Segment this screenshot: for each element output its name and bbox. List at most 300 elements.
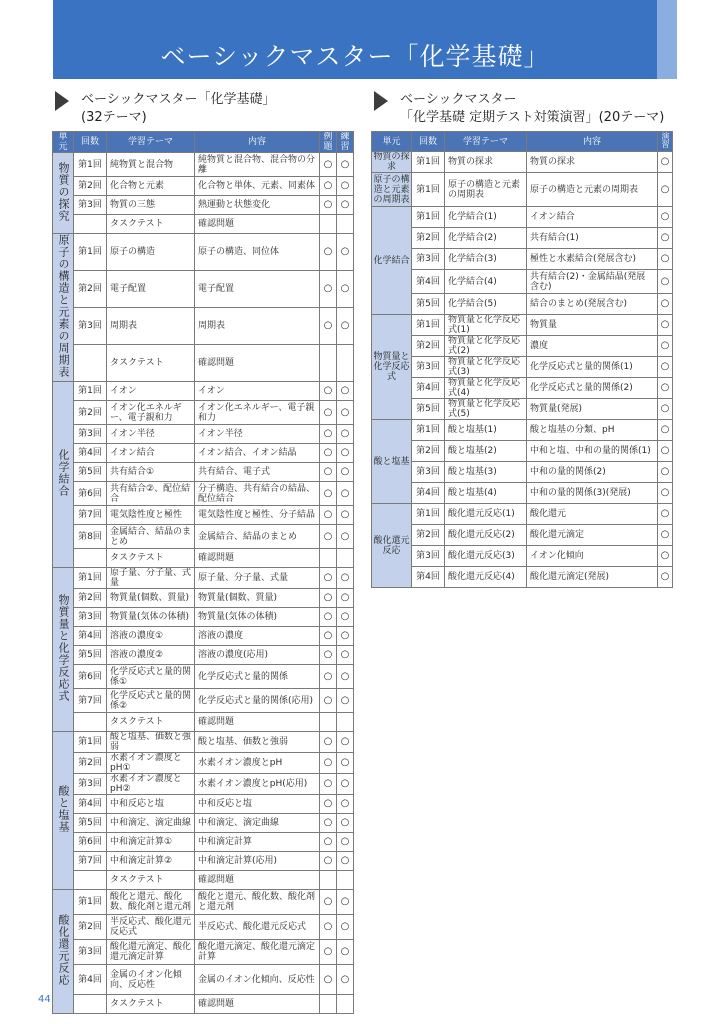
lesson-content: 確認問題 <box>195 549 320 568</box>
practice-mark: ○ <box>337 965 354 995</box>
lesson-theme: 溶液の濃度② <box>107 646 195 665</box>
practice-mark: ○ <box>337 271 354 308</box>
example-mark: ○ <box>320 814 337 833</box>
lesson-content: 半反応式、酸化還元反応式 <box>195 915 320 940</box>
unit-cell <box>53 382 74 568</box>
unit-label: 化学結合 <box>373 255 410 266</box>
unit-cell <box>372 152 412 173</box>
practice-mark: ○ <box>337 463 354 482</box>
lesson-content: 熱運動と状態変化 <box>195 196 320 215</box>
page-title: ベーシックマスター「化学基礎」 <box>160 42 550 71</box>
lesson-theme: 酸と塩基、価数と強弱 <box>107 732 195 753</box>
right-section-heading <box>374 88 694 128</box>
practice-mark: ○ <box>337 732 354 753</box>
col-header-unit: 単元 <box>372 132 412 152</box>
table-row <box>372 399 673 420</box>
lesson-number: 第1回 <box>74 732 107 753</box>
lesson-theme: 化学結合(2) <box>445 228 527 249</box>
lesson-number: 第2回 <box>74 271 107 308</box>
example-mark: ○ <box>320 833 337 852</box>
lesson-content: 共有結合(1) <box>527 228 658 249</box>
example-mark: ○ <box>320 965 337 995</box>
table-row <box>53 915 354 940</box>
exercise-mark: ○ <box>658 420 673 441</box>
example-mark: ○ <box>320 482 337 506</box>
lesson-content: 中和の量的関係(2) <box>527 462 658 483</box>
lesson-number: 第5回 <box>412 399 445 420</box>
example-mark: ○ <box>320 940 337 965</box>
example-mark: ○ <box>320 608 337 627</box>
practice-mark: ○ <box>337 506 354 525</box>
lesson-number: 第3回 <box>74 196 107 215</box>
lesson-theme: 純物質と混合物 <box>107 153 195 177</box>
lesson-content: イオン <box>195 382 320 401</box>
table-row <box>372 483 673 504</box>
lesson-content: 原子の構造、同位体 <box>195 234 320 271</box>
lesson-content: 共有結合(2)・金属結晶(発展含む) <box>527 270 658 294</box>
lesson-theme: 溶液の濃度① <box>107 627 195 646</box>
lesson-theme: 金属のイオン化傾向、反応性 <box>107 965 195 995</box>
lesson-number: 第6回 <box>74 833 107 852</box>
exercise-mark: ○ <box>658 567 673 588</box>
lesson-content: 酸化還元滴定(発展) <box>527 567 658 588</box>
practice-mark: ○ <box>337 814 354 833</box>
lesson-theme: 酸化還元滴定、酸化還元滴定計算 <box>107 940 195 965</box>
lesson-theme: タスクテスト <box>107 713 195 732</box>
lesson-content: 酸化還元滴定、酸化還元滴定計算 <box>195 940 320 965</box>
table-row <box>53 568 354 589</box>
lesson-theme: 電子配置 <box>107 271 195 308</box>
table-row <box>53 995 354 1014</box>
lesson-number: 第1回 <box>74 382 107 401</box>
example-mark: ○ <box>320 425 337 444</box>
lesson-number <box>74 215 107 234</box>
table-row <box>372 270 673 294</box>
exercise-mark: ○ <box>658 270 673 294</box>
example-mark <box>320 215 337 234</box>
practice-mark: ○ <box>337 401 354 425</box>
lesson-theme: 水素イオン濃度とpH② <box>107 774 195 795</box>
lesson-theme: 酸化と還元、酸化数、酸化剤と還元剤 <box>107 890 195 915</box>
table-row <box>53 753 354 774</box>
triangle-arrow-icon <box>55 91 69 111</box>
exercise-mark: ○ <box>658 336 673 357</box>
table-row <box>53 382 354 401</box>
table-row <box>53 153 354 177</box>
unit-cell <box>372 207 412 315</box>
lesson-content: イオン結合、イオン結晶 <box>195 444 320 463</box>
example-mark: ○ <box>320 444 337 463</box>
table-row <box>53 308 354 345</box>
lesson-number: 第1回 <box>412 315 445 336</box>
lesson-number: 第6回 <box>74 665 107 689</box>
lesson-theme: イオン <box>107 382 195 401</box>
lesson-theme: 物質量と化学反応式(3) <box>445 357 527 378</box>
lesson-content: 金属のイオン化傾向、反応性 <box>195 965 320 995</box>
example-mark: ○ <box>320 689 337 713</box>
lesson-number: 第1回 <box>412 420 445 441</box>
lesson-number: 第3回 <box>74 425 107 444</box>
example-mark: ○ <box>320 463 337 482</box>
practice-mark: ○ <box>337 234 354 271</box>
lesson-number: 第4回 <box>74 795 107 814</box>
lesson-theme: タスクテスト <box>107 215 195 234</box>
practice-mark: ○ <box>337 382 354 401</box>
lesson-theme: 電気陰性度と極性 <box>107 506 195 525</box>
example-mark: ○ <box>320 795 337 814</box>
lesson-number: 第3回 <box>74 308 107 345</box>
lesson-number: 第3回 <box>412 462 445 483</box>
lesson-number: 第2回 <box>412 441 445 462</box>
practice-mark <box>337 549 354 568</box>
lesson-content: 純物質と混合物、混合物の分離 <box>195 153 320 177</box>
example-mark: ○ <box>320 890 337 915</box>
table-row <box>372 207 673 228</box>
lesson-number: 第4回 <box>74 627 107 646</box>
practice-mark: ○ <box>337 646 354 665</box>
unit-cell <box>53 890 74 1014</box>
lesson-content: 確認問題 <box>195 871 320 890</box>
practice-mark: ○ <box>337 795 354 814</box>
lesson-content: イオン化エネルギー、電子親和力 <box>195 401 320 425</box>
lesson-number: 第3回 <box>412 546 445 567</box>
table-row <box>372 173 673 207</box>
lesson-content: 酸化と還元、酸化数、酸化剤と還元剤 <box>195 890 320 915</box>
table-row <box>53 852 354 871</box>
title-banner <box>53 0 657 79</box>
unit-label: 原子の構造と元素の周期表 <box>373 174 410 205</box>
practice-mark: ○ <box>337 940 354 965</box>
lesson-theme: 原子の構造と元素の周期表 <box>445 173 527 207</box>
lesson-theme: タスクテスト <box>107 871 195 890</box>
lesson-number <box>74 995 107 1014</box>
lesson-theme: 原子量、分子量、式量 <box>107 568 195 589</box>
table-row <box>53 271 354 308</box>
example-mark <box>320 549 337 568</box>
table-header-row <box>372 132 673 152</box>
example-mark: ○ <box>320 627 337 646</box>
lesson-number: 第2回 <box>412 525 445 546</box>
lesson-content: 分子構造、共有結合の結晶、配位結合 <box>195 482 320 506</box>
example-mark: ○ <box>320 753 337 774</box>
table-row <box>53 646 354 665</box>
practice-mark: ○ <box>337 589 354 608</box>
lesson-number: 第3回 <box>412 357 445 378</box>
lesson-number <box>74 871 107 890</box>
table-row <box>372 462 673 483</box>
unit-label: 物質量と化学反応式 <box>57 594 70 702</box>
table-row <box>53 482 354 506</box>
example-mark: ○ <box>320 308 337 345</box>
unit-label: 物質の探究 <box>57 161 70 222</box>
exercise-mark: ○ <box>658 173 673 207</box>
lesson-content: イオン化傾向 <box>527 546 658 567</box>
table-row <box>372 357 673 378</box>
page-number: 44 <box>38 994 51 1005</box>
lesson-content: 酸と塩基、価数と強弱 <box>195 732 320 753</box>
example-mark: ○ <box>320 506 337 525</box>
table-row <box>53 589 354 608</box>
unit-cell <box>372 420 412 504</box>
lesson-number: 第2回 <box>412 228 445 249</box>
table-row <box>372 567 673 588</box>
example-mark: ○ <box>320 852 337 871</box>
unit-label: 物質量と化学反応式 <box>373 352 410 382</box>
example-mark: ○ <box>320 568 337 589</box>
lesson-theme: 物質量(個数、質量) <box>107 589 195 608</box>
lesson-content: 物質の探求 <box>527 152 658 173</box>
unit-label: 原子の構造と元素の周期表 <box>57 234 70 378</box>
lesson-theme: 物質量と化学反応式(2) <box>445 336 527 357</box>
lesson-content: 原子の構造と元素の周期表 <box>527 173 658 207</box>
lesson-theme: 化学結合(5) <box>445 294 527 315</box>
unit-label: 酸化還元反応 <box>57 914 70 986</box>
exercise-mark: ○ <box>658 546 673 567</box>
lesson-content: 化合物と単体、元素、同素体 <box>195 177 320 196</box>
lesson-content: 中和滴定計算(応用) <box>195 852 320 871</box>
col-header-practice: 練習 <box>337 132 354 153</box>
lesson-number: 第4回 <box>412 483 445 504</box>
lesson-number: 第2回 <box>74 589 107 608</box>
exercise-mark: ○ <box>658 441 673 462</box>
practice-mark: ○ <box>337 482 354 506</box>
table-row <box>53 525 354 549</box>
side-tab <box>657 0 677 79</box>
lesson-content: 確認問題 <box>195 713 320 732</box>
exercise-mark: ○ <box>658 249 673 270</box>
exercise-mark: ○ <box>658 399 673 420</box>
lesson-content: 確認問題 <box>195 345 320 382</box>
table-row <box>53 196 354 215</box>
unit-label: 物質の探求 <box>373 152 410 172</box>
lesson-content: 極性と水素結合(発展含む) <box>527 249 658 270</box>
exercise-mark: ○ <box>658 294 673 315</box>
lesson-content: 中和滴定計算 <box>195 833 320 852</box>
table-row <box>53 627 354 646</box>
lesson-theme: 共有結合① <box>107 463 195 482</box>
lesson-theme: 酸化還元反応(4) <box>445 567 527 588</box>
lesson-theme: イオン半径 <box>107 425 195 444</box>
practice-mark: ○ <box>337 774 354 795</box>
lesson-number: 第3回 <box>74 608 107 627</box>
col-header-theme: 学習テーマ <box>445 132 527 152</box>
lesson-content: イオン半径 <box>195 425 320 444</box>
lesson-number: 第3回 <box>74 940 107 965</box>
table-row <box>53 463 354 482</box>
table-row <box>53 732 354 753</box>
lesson-theme: 化学結合(3) <box>445 249 527 270</box>
col-header-count: 回数 <box>74 132 107 153</box>
table-row <box>53 401 354 425</box>
table-row <box>372 336 673 357</box>
example-mark <box>320 713 337 732</box>
unit-cell <box>53 568 74 732</box>
practice-mark: ○ <box>337 525 354 549</box>
practice-mark: ○ <box>337 833 354 852</box>
col-header-content: 内容 <box>195 132 320 153</box>
lesson-number: 第1回 <box>412 173 445 207</box>
practice-mark: ○ <box>337 444 354 463</box>
exercise-mark: ○ <box>658 462 673 483</box>
example-mark: ○ <box>320 589 337 608</box>
lesson-number: 第5回 <box>412 294 445 315</box>
practice-mark: ○ <box>337 852 354 871</box>
table-row <box>53 234 354 271</box>
lesson-theme: 物質量と化学反応式(5) <box>445 399 527 420</box>
table-row <box>53 814 354 833</box>
lesson-number: 第1回 <box>74 234 107 271</box>
practice-mark: ○ <box>337 196 354 215</box>
unit-label: 酸と塩基 <box>373 456 410 467</box>
lesson-number <box>74 345 107 382</box>
lesson-content: 化学反応式と量的関係(応用) <box>195 689 320 713</box>
unit-label: 酸と塩基 <box>57 785 70 833</box>
table-row <box>53 774 354 795</box>
practice-mark: ○ <box>337 915 354 940</box>
practice-mark: ○ <box>337 177 354 196</box>
table-row <box>53 549 354 568</box>
lesson-theme: 物質量と化学反応式(1) <box>445 315 527 336</box>
example-mark <box>320 345 337 382</box>
lesson-content: 結合のまとめ(発展含む) <box>527 294 658 315</box>
unit-cell <box>372 504 412 588</box>
lesson-number: 第7回 <box>74 689 107 713</box>
lesson-theme: 化合物と元素 <box>107 177 195 196</box>
practice-mark: ○ <box>337 689 354 713</box>
lesson-number: 第2回 <box>74 915 107 940</box>
lesson-theme: 酸と塩基(3) <box>445 462 527 483</box>
practice-mark <box>337 995 354 1014</box>
lesson-content: 化学反応式と量的関係(2) <box>527 378 658 399</box>
lesson-content: 電気陰性度と極性、分子結晶 <box>195 506 320 525</box>
table-row <box>372 420 673 441</box>
lesson-content: 化学反応式と量的関係 <box>195 665 320 689</box>
lesson-number: 第3回 <box>74 774 107 795</box>
lesson-number: 第4回 <box>412 270 445 294</box>
practice-mark: ○ <box>337 890 354 915</box>
lesson-number: 第1回 <box>74 153 107 177</box>
lesson-content: 金属結合、結晶のまとめ <box>195 525 320 549</box>
table-row <box>53 833 354 852</box>
lesson-theme: 金属結合、結晶のまとめ <box>107 525 195 549</box>
exercise-mark: ○ <box>658 378 673 399</box>
col-header-example: 例題 <box>320 132 337 153</box>
lesson-theme: 化学結合(1) <box>445 207 527 228</box>
left-curriculum-table <box>52 131 354 1014</box>
lesson-number: 第7回 <box>74 506 107 525</box>
lesson-theme: 物質の三態 <box>107 196 195 215</box>
lesson-content: 確認問題 <box>195 995 320 1014</box>
lesson-theme: イオン結合 <box>107 444 195 463</box>
example-mark: ○ <box>320 234 337 271</box>
lesson-number: 第4回 <box>412 378 445 399</box>
lesson-number: 第5回 <box>74 814 107 833</box>
lesson-theme: イオン化エネルギー、電子親和力 <box>107 401 195 425</box>
table-row <box>372 441 673 462</box>
example-mark: ○ <box>320 196 337 215</box>
lesson-theme: 酸化還元反応(2) <box>445 525 527 546</box>
lesson-theme: タスクテスト <box>107 549 195 568</box>
lesson-number: 第2回 <box>74 177 107 196</box>
lesson-theme: 中和滴定、滴定曲線 <box>107 814 195 833</box>
lesson-content: 酸と塩基の分類、pH <box>527 420 658 441</box>
lesson-theme: 物質量と化学反応式(4) <box>445 378 527 399</box>
lesson-content: 確認問題 <box>195 215 320 234</box>
lesson-theme: 中和反応と塩 <box>107 795 195 814</box>
exercise-mark: ○ <box>658 504 673 525</box>
lesson-content: 酸化還元滴定 <box>527 525 658 546</box>
exercise-mark: ○ <box>658 152 673 173</box>
lesson-content: 化学反応式と量的関係(1) <box>527 357 658 378</box>
lesson-content: 水素イオン濃度とpH(応用) <box>195 774 320 795</box>
example-mark: ○ <box>320 271 337 308</box>
lesson-theme: 化学結合(4) <box>445 270 527 294</box>
table-row <box>53 689 354 713</box>
col-header-theme: 学習テーマ <box>107 132 195 153</box>
example-mark: ○ <box>320 401 337 425</box>
example-mark: ○ <box>320 177 337 196</box>
table-row <box>372 525 673 546</box>
lesson-theme: 酸化還元反応(3) <box>445 546 527 567</box>
example-mark: ○ <box>320 525 337 549</box>
table-row <box>53 713 354 732</box>
lesson-number: 第1回 <box>412 152 445 173</box>
table-row <box>53 940 354 965</box>
unit-cell <box>372 315 412 420</box>
lesson-content: 溶液の濃度 <box>195 627 320 646</box>
lesson-content: 周期表 <box>195 308 320 345</box>
example-mark: ○ <box>320 665 337 689</box>
table-row <box>53 890 354 915</box>
lesson-content: 物質量(気体の体積) <box>195 608 320 627</box>
table-row <box>53 506 354 525</box>
exercise-mark: ○ <box>658 357 673 378</box>
example-mark <box>320 871 337 890</box>
lesson-number: 第1回 <box>412 504 445 525</box>
lesson-theme: 水素イオン濃度とpH① <box>107 753 195 774</box>
left-section-heading <box>55 88 355 128</box>
lesson-theme: 原子の構造 <box>107 234 195 271</box>
lesson-content: 原子量、分子量、式量 <box>195 568 320 589</box>
table-row <box>372 294 673 315</box>
lesson-number: 第4回 <box>412 567 445 588</box>
example-mark: ○ <box>320 382 337 401</box>
lesson-theme: 酸と塩基(4) <box>445 483 527 504</box>
lesson-content: 中和滴定、滴定曲線 <box>195 814 320 833</box>
lesson-content: 物質量 <box>527 315 658 336</box>
lesson-number: 第1回 <box>412 207 445 228</box>
table-row <box>372 315 673 336</box>
exercise-mark: ○ <box>658 315 673 336</box>
right-heading-line1: ベーシックマスター <box>400 92 517 107</box>
lesson-number: 第5回 <box>74 463 107 482</box>
practice-mark: ○ <box>337 627 354 646</box>
table-row <box>372 504 673 525</box>
table-row <box>53 215 354 234</box>
lesson-theme: 酸と塩基(1) <box>445 420 527 441</box>
table-row <box>53 795 354 814</box>
lesson-number: 第2回 <box>74 753 107 774</box>
practice-mark: ○ <box>337 153 354 177</box>
lesson-number <box>74 549 107 568</box>
practice-mark <box>337 871 354 890</box>
example-mark: ○ <box>320 732 337 753</box>
lesson-theme: 半反応式、酸化還元反応式 <box>107 915 195 940</box>
example-mark: ○ <box>320 153 337 177</box>
lesson-theme: タスクテスト <box>107 345 195 382</box>
lesson-number <box>74 713 107 732</box>
example-mark: ○ <box>320 774 337 795</box>
